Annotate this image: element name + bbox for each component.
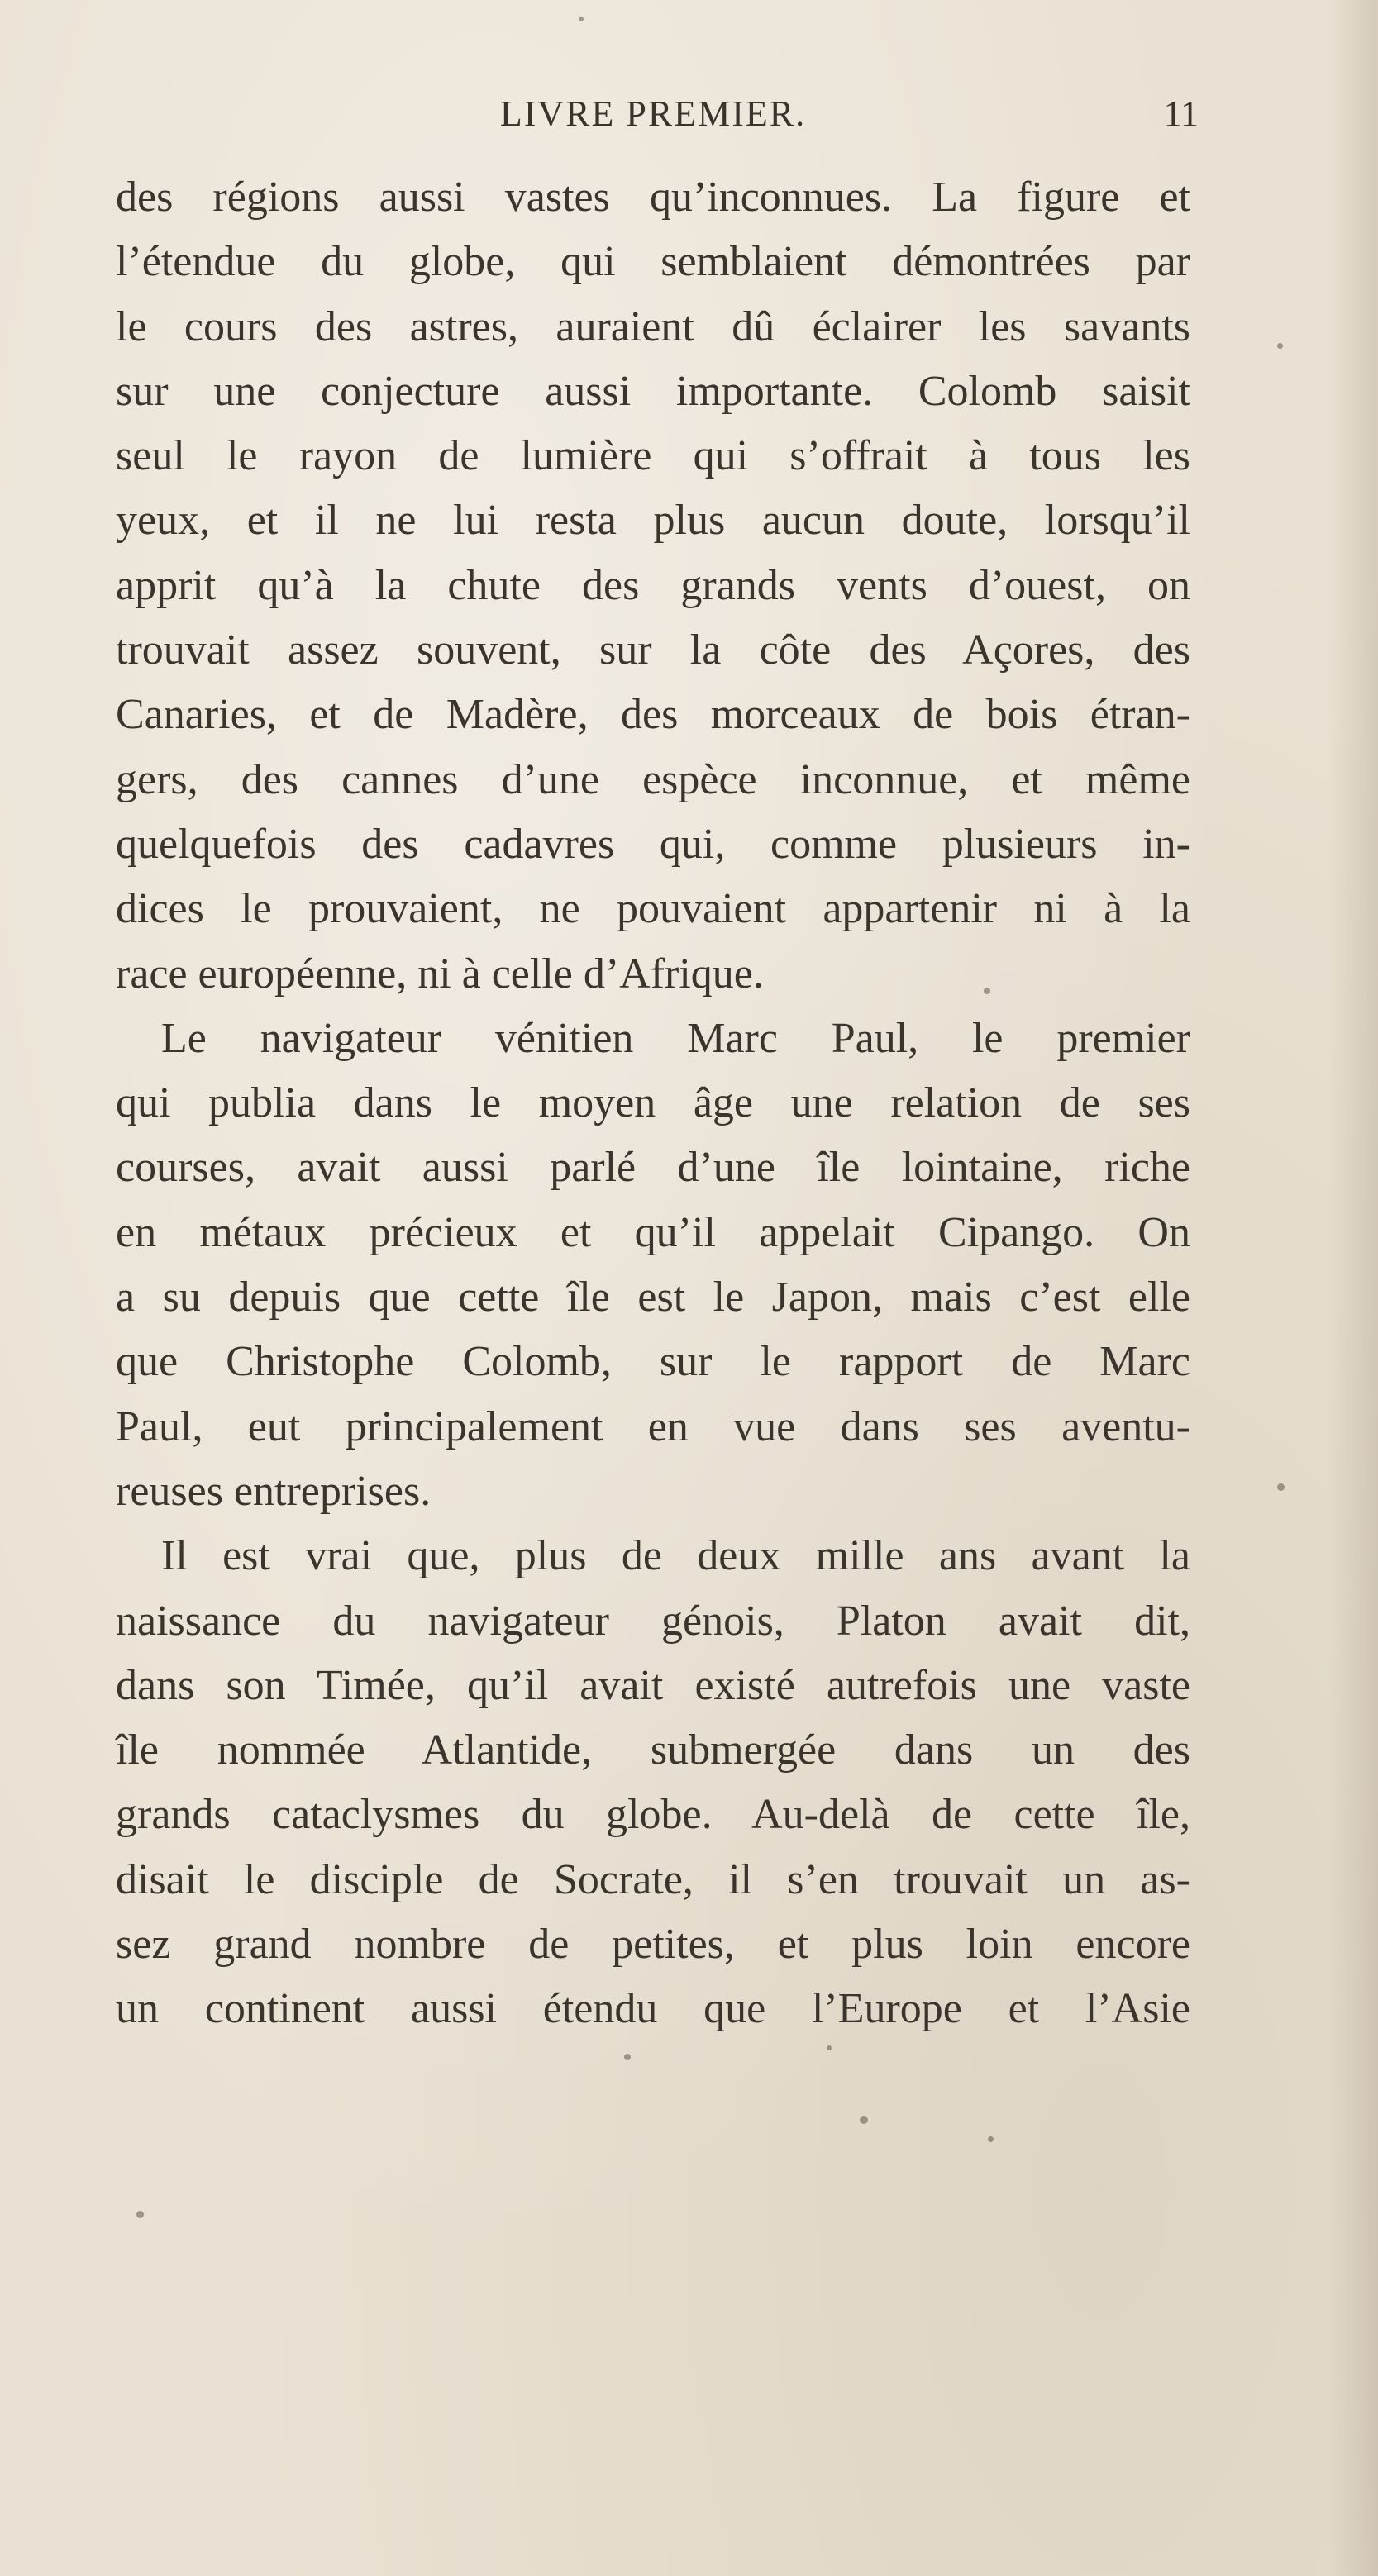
text-line: l’étendue du globe, qui semblaient démontrées par — [116, 238, 1190, 286]
running-title: LIVRE PREMIER. — [499, 93, 807, 134]
text-line: île nommée Atlantide, submergée dans un des — [116, 1726, 1190, 1774]
text-line: dans son Timée, qu’il avait existé autrefois une vaste — [116, 1661, 1190, 1709]
text-line: le cours des astres, auraient dû éclairer les savants — [116, 302, 1190, 350]
text-line: dices le prouvaient, ne pouvaient appartenir ni à la — [116, 885, 1190, 933]
text-line: en métaux précieux et qu’il appelait Cipango. On — [116, 1208, 1190, 1256]
page-number: 11 — [1163, 93, 1199, 134]
text-line: un continent aussi étendu que l’Europe et l’Asie — [116, 1985, 1190, 2033]
foxing-speck — [624, 2054, 631, 2060]
text-line: Il est vrai que, plus de deux mille ans avant la — [161, 1532, 1190, 1580]
text-line: des régions aussi vastes qu’inconnues. La figure et — [116, 174, 1190, 221]
text-line: reuses entreprises. — [116, 1467, 432, 1515]
foxing-speck — [136, 2211, 144, 2218]
text-line: que Christophe Colomb, sur le rapport de Marc — [116, 1338, 1190, 1386]
foxing-speck — [1277, 343, 1283, 349]
text-line: naissance du navigateur génois, Platon avait dit, — [116, 1597, 1190, 1645]
text-line: grands cataclysmes du globe. Au-delà de cette île, — [116, 1791, 1190, 1839]
text-line: seul le rayon de lumière qui s’offrait à tous les — [116, 432, 1190, 480]
page-header — [116, 93, 1199, 142]
foxing-speck — [579, 17, 584, 21]
text-line: a su depuis que cette île est le Japon, mais c’est elle — [116, 1274, 1190, 1321]
foxing-speck — [1277, 1483, 1285, 1491]
text-line: apprit qu’à la chute des grands vents d’ouest, on — [116, 561, 1190, 609]
text-line: courses, avait aussi parlé d’une île lointaine, riche — [116, 1144, 1190, 1192]
text-line: race européenne, ni à celle d’Afrique. — [116, 950, 764, 998]
foxing-speck — [860, 2116, 868, 2124]
text-line: quelquefois des cadavres qui, comme plusieurs in- — [116, 820, 1190, 868]
text-line: Paul, eut principalement en vue dans ses aventu- — [116, 1402, 1190, 1450]
page-edge-shadow — [1328, 0, 1378, 2576]
text-line: qui publia dans le moyen âge une relation de ses — [116, 1079, 1190, 1127]
text-line: sur une conjecture aussi importante. Colomb saisit — [116, 367, 1190, 415]
foxing-speck — [827, 2045, 832, 2050]
text-line: sez grand nombre de petites, et plus loin encore — [116, 1921, 1190, 1969]
text-line: trouvait assez souvent, sur la côte des Açores, des — [116, 626, 1190, 674]
body-text — [116, 165, 1190, 2042]
foxing-speck — [984, 988, 990, 994]
text-line: yeux, et il ne lui resta plus aucun doute, lorsqu’il — [116, 497, 1190, 545]
text-line: Canaries, et de Madère, des morceaux de bois étran- — [116, 691, 1190, 739]
text-line: Le navigateur vénitien Marc Paul, le premier — [161, 1014, 1190, 1062]
text-line: gers, des cannes d’une espèce inconnue, et même — [116, 755, 1190, 803]
text-line: disait le disciple de Socrate, il s’en trouvait un as- — [116, 1855, 1190, 1903]
foxing-speck — [988, 2136, 994, 2142]
